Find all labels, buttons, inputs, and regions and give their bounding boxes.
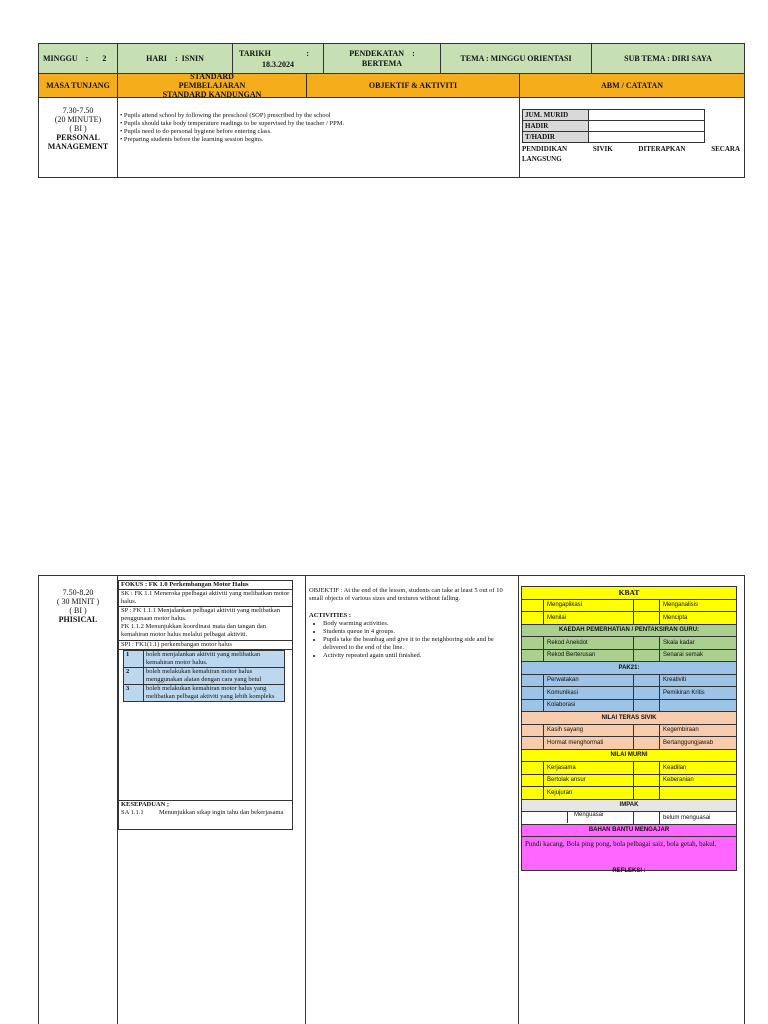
checkbox[interactable] <box>634 812 660 825</box>
col-standard: STANDARD PEMBELAJARAN STANDARD KANDUNGAN <box>117 73 307 98</box>
minggu-value: 2 <box>102 54 107 63</box>
bbm-text: Pundi kacang, Bola ping pong, bola pelbagai saiz, bola getah, bakul. <box>522 837 737 871</box>
checkbox[interactable] <box>634 762 660 775</box>
session1-bullet: • Pupils should take body temperature readings to be supervised by the teacher / PPM. <box>120 120 345 127</box>
sivik-note: PENDIDIKAN SIVIK DITERAPKAN SECARA LANGSUNG <box>522 145 740 163</box>
kaedah-title: KAEDAH PEMERHATIAN / PENTAKSIRAN GURU: <box>522 624 737 637</box>
tarikh-value: 18.3.2024 <box>262 59 294 69</box>
level-row: 1 boleh menjalankan aktiviti yang melibatkan kemahiran motor halus. <box>124 651 285 668</box>
activities-list <box>309 620 509 660</box>
session1-bullet: • Pupils attend school by following the preschool (SOP) prescribed by the school <box>120 112 331 119</box>
pendekatan-value: BERTEMA <box>361 59 403 68</box>
kbat-title: KBAT <box>522 587 737 600</box>
checkbox[interactable] <box>634 612 660 625</box>
refleksi-label: REFLEKSI : <box>612 868 646 874</box>
pendekatan-cell: PENDEKATAN : BERTEMA <box>323 43 441 74</box>
session1-bullet: • Pupils need to do personal hygiene before entering class. <box>120 128 272 135</box>
sk-text: SK : FK 1.1 Meneroka ppelbagai aktiviti yang melibatkan motor halus. <box>119 590 292 607</box>
pak21-title: PAK21: <box>522 662 737 675</box>
minggu-cell: MINGGU : 2 <box>38 43 118 74</box>
attendance-label: JUM. MURID <box>523 110 589 121</box>
objektif-block <box>309 587 509 660</box>
session1-bullets <box>120 112 516 144</box>
session1-bullet: • Preparing students before the learning session begins. <box>120 136 264 143</box>
col-abm: ABM / CATATAN <box>519 73 745 98</box>
hari-label: HARI <box>146 54 167 63</box>
sub-tema-text: SUB TEMA : DIRI SAYA <box>624 54 712 63</box>
activity-item: • Students queue in 4 groups. <box>323 628 509 636</box>
activity-item: • Body warming activities. <box>323 620 509 628</box>
tema-text: TEMA : MINGGU ORIENTASI <box>460 54 572 63</box>
checkbox[interactable] <box>522 649 544 662</box>
attendance-label: T/HADIR <box>523 132 589 143</box>
checkbox[interactable] <box>522 637 544 650</box>
level-row: 3 boleh melakukan kemahiran motor halus yang melibatkan pelbagai aktiviti yang lebih kompleks <box>124 685 285 702</box>
checkbox[interactable] <box>634 724 660 737</box>
checkbox[interactable] <box>634 649 660 662</box>
attendance-input[interactable] <box>589 132 705 143</box>
checkbox[interactable] <box>522 774 544 787</box>
checkbox[interactable] <box>522 599 544 612</box>
checkbox[interactable] <box>634 637 660 650</box>
activity-item: • Activity repeated again until finished. <box>323 652 509 660</box>
session2-subject: PHISICAL <box>58 615 98 624</box>
bbm-title: BAHAN BANTU MENGAJAR <box>522 824 737 837</box>
checkbox[interactable] <box>634 599 660 612</box>
checkbox[interactable] <box>522 737 544 750</box>
checkbox[interactable] <box>634 737 660 750</box>
objektif-text: OBJEKTIF : At the end of the lesson, students can take at least 5 out of 10 small objects of various sizes and textures without falling. <box>309 587 503 602</box>
level-row: 2 boleh melakukan kemahiran motor halus menggunakan alatan dengan cara yang betul <box>124 668 285 685</box>
checkbox[interactable] <box>634 687 660 700</box>
activity-item: • Pupils take the beanbag and give it to the neighboring side and be delivered to the end of the line. <box>323 636 509 652</box>
abm-table: KBAT Mengaplikasi Menganalisis Menilai Mencipta KAEDAH PEMERHATIAN / PENTAKSIRAN GURU: Rekod Anekdot Skala kadar Rekod Berterusan Senarai semak PAK21: Perwatakan Kreativiti Komunikasi Pemikiran Kritis Kolaborasi NILAI TERAS SIVIK Kasih sayang Kegembiraan Hormat menghormati Bertanggungjawab NILAI MURNI Kerjasama Keadilan Bertolak ansur Keberanian Kejujuran IMPAK Menguasai belum menguasai BAHAN BANTU MENGAJAR Pundi kacang, Bola ping pong, bola pelbagai saiz, bola getah, bakul. <box>521 586 737 871</box>
sp-text: SP : FK 1.1.1 Menjalankan pelbagai aktiviti yang melibatkan penggunaan motor halus. FK 1.1.2 Menunjukkan koordinasi mata dan tangan dan kemahiran motor halus melalui pelbagai aktiviti. <box>121 607 280 638</box>
col-objektif: OBJEKTIF & AKTIVITI <box>306 73 520 98</box>
tarikh-cell: TARIKH : 18.3.2024 <box>232 43 324 74</box>
sub-tema-cell <box>591 43 745 74</box>
attendance-label: HADIR <box>523 121 589 132</box>
checkbox[interactable] <box>634 674 660 687</box>
levels-table <box>123 650 285 702</box>
checkbox[interactable] <box>522 787 544 800</box>
attendance-table <box>522 109 705 143</box>
murni-title: NILAI MURNI <box>522 749 737 762</box>
session1-subject: PERSONAL MANAGEMENT <box>47 133 109 151</box>
checkbox[interactable] <box>522 612 544 625</box>
activities-label: ACTIVITIES : <box>309 612 352 619</box>
kesepaduan: KESEPADUAN ; SA 1.1.1 Menunjukkan sikap ingin tahu dan bekerjasama <box>119 800 292 817</box>
checkbox[interactable] <box>522 724 544 737</box>
checkbox[interactable] <box>522 674 544 687</box>
sivik-title: NILAI TERAS SIVIK <box>522 712 737 725</box>
hari-value: ISNIN <box>181 54 204 63</box>
pendekatan-label: PENDEKATAN <box>349 49 405 58</box>
checkbox[interactable] <box>522 687 544 700</box>
col-masa: MASA TUNJANG <box>38 73 118 98</box>
tema-cell <box>440 43 592 74</box>
fokus-text: FOKUS : FK 1.0 Perkembangan Motor Halus <box>119 581 292 590</box>
spi-text: SPI : FK1(1.1) perkembangan motor halus <box>119 640 292 650</box>
checkbox[interactable] <box>522 699 544 712</box>
attendance-input[interactable] <box>589 110 705 121</box>
standard-box <box>118 580 293 830</box>
session2-masa: 7.50-8.20 ( 30 MINIT ) ( BI ) PHISICAL <box>39 588 117 624</box>
session1-masa: 7.30-7.50 (20 MINUTE) ( BI ) PERSONAL MANAGEMENT <box>39 106 117 151</box>
minggu-label: MINGGU <box>43 54 78 63</box>
checkbox[interactable] <box>522 762 544 775</box>
attendance-input[interactable] <box>589 121 705 132</box>
impak-title: IMPAK <box>522 799 737 812</box>
hari-cell: HARI : ISNIN <box>117 43 233 74</box>
checkbox[interactable] <box>634 774 660 787</box>
tarikh-label: TARIKH <box>239 48 271 58</box>
